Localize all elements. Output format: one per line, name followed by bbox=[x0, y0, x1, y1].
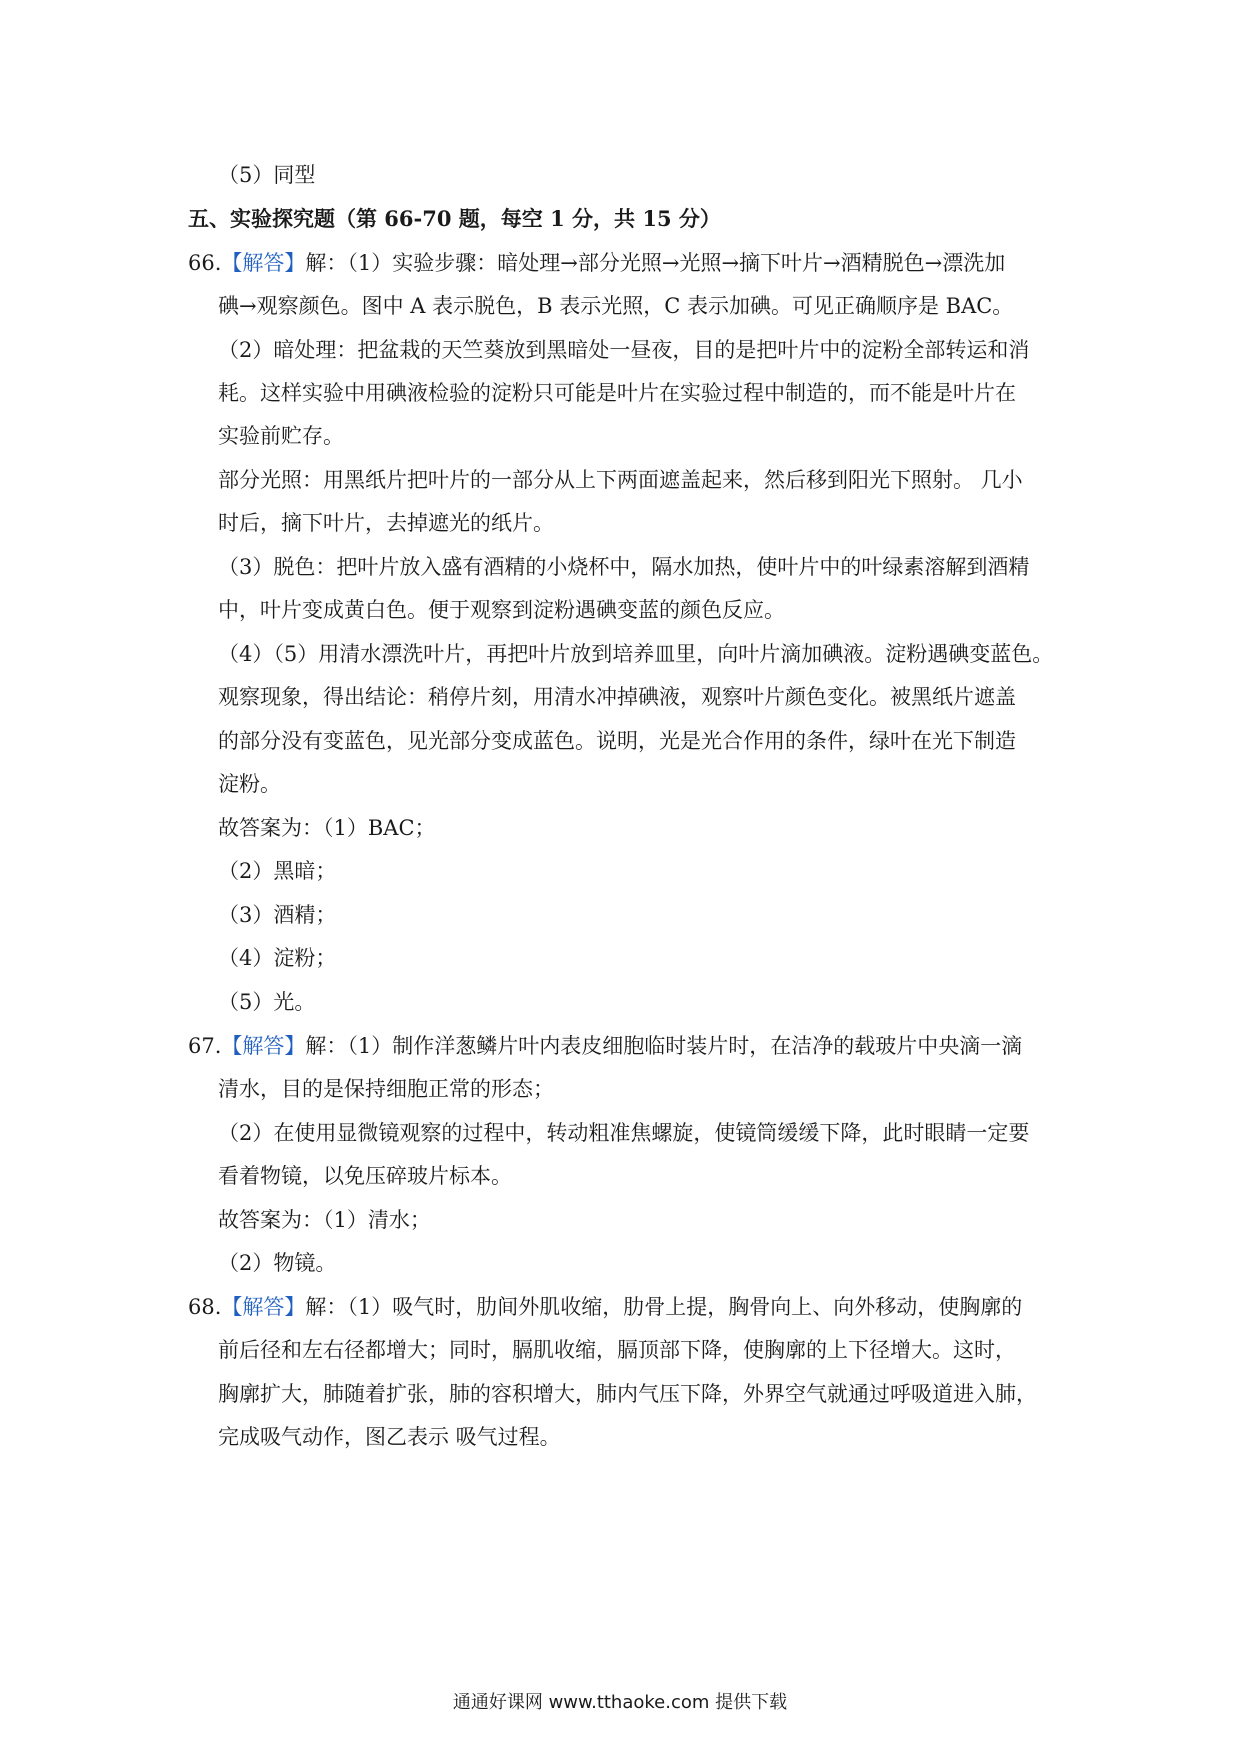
question-67-line: 67.【解答】解：（1）制作洋葱鳞片叶内表皮细胞临时装片时，在洁净的载玻片中央滴一滴 bbox=[188, 1034, 1023, 1058]
answer-line: （5）光。 bbox=[218, 990, 316, 1014]
answer-tag: 【解答】 bbox=[221, 251, 306, 275]
answer-line: 前后径和左右径都增大；同时，膈肌收缩，膈顶部下降，使胸廓的上下径增大。这时， bbox=[218, 1338, 1016, 1362]
answer-line: 看着物镜，以免压碎玻片标本。 bbox=[218, 1164, 512, 1188]
answer-line: 碘→观察颜色。图中 A 表示脱色，B 表示光照，C 表示加碘。可见正确顺序是 BAC。 bbox=[218, 294, 1014, 318]
answer-line: 耗。这样实验中用碘液检验的淀粉只可能是叶片在实验过程中制造的，而不能是叶片在 bbox=[218, 381, 1016, 405]
question-66-line: 66.【解答】解：（1）实验步骤：暗处理→部分光照→光照→摘下叶片→酒精脱色→漂洗加 bbox=[188, 251, 1006, 275]
answer-line: （3）酒精； bbox=[218, 903, 337, 927]
answer-line: 胸廓扩大，肺随着扩张，肺的容积增大，肺内气压下降，外界空气就通过呼吸道进入肺， bbox=[218, 1382, 1037, 1406]
answer-line: （3）脱色：把叶片放入盛有酒精的小烧杯中，隔水加热，使叶片中的叶绿素溶解到酒精 bbox=[218, 555, 1030, 579]
section-heading: 五、实验探究题（第 66-70 题，每空 1 分，共 15 分） bbox=[188, 206, 721, 231]
answer-line: 中，叶片变成黄白色。便于观察到淀粉遇碘变蓝的颜色反应。 bbox=[218, 598, 785, 622]
answer-line: 故答案为：（1）清水； bbox=[218, 1208, 431, 1232]
answer-line: 实验前贮存。 bbox=[218, 424, 344, 448]
answer-line: （4）（5）用清水漂洗叶片，再把叶片放到培养皿里，向叶片滴加碘液。淀粉遇碘变蓝色。 bbox=[218, 642, 1054, 666]
answer-line: （5）同型 bbox=[218, 163, 316, 187]
answer-line: 部分光照：用黑纸片把叶片的一部分从上下两面遮盖起来，然后移到阳光下照射。 几小 bbox=[218, 468, 1023, 492]
answer-line: 清水，目的是保持细胞正常的形态； bbox=[218, 1077, 554, 1101]
answer-line: 完成吸气动作，图乙表示 吸气过程。 bbox=[218, 1425, 561, 1449]
answer-line: 故答案为：（1）BAC； bbox=[218, 816, 436, 840]
answer-line: 的部分没有变蓝色，见光部分变成蓝色。说明，光是光合作用的条件，绿叶在光下制造 bbox=[218, 729, 1016, 753]
answer-tag: 【解答】 bbox=[221, 1295, 306, 1319]
answer-line: （4）淀粉； bbox=[218, 946, 337, 970]
answer-line: 时后，摘下叶片，去掉遮光的纸片。 bbox=[218, 511, 554, 535]
answer-line: 淀粉。 bbox=[218, 772, 281, 796]
page-footer: 通通好课网 www.tthaoke.com 提供下载 bbox=[452, 1692, 788, 1713]
answer-line: （2）暗处理：把盆栽的天竺葵放到黑暗处一昼夜，目的是把叶片中的淀粉全部转运和消 bbox=[218, 338, 1030, 362]
answer-line: （2）黑暗； bbox=[218, 859, 337, 883]
answer-line: （2）物镜。 bbox=[218, 1251, 337, 1275]
answer-line: （2）在使用显微镜观察的过程中，转动粗准焦螺旋，使镜筒缓缓下降，此时眼睛一定要 bbox=[218, 1121, 1030, 1145]
answer-tag: 【解答】 bbox=[221, 1034, 306, 1058]
answer-line: 观察现象，得出结论：稍停片刻，用清水冲掉碘液，观察叶片颜色变化。被黑纸片遮盖 bbox=[218, 685, 1016, 709]
question-68-line: 68.【解答】解：（1）吸气时，肋间外肌收缩，肋骨上提，胸骨向上、向外移动，使胸廓的 bbox=[188, 1295, 1023, 1319]
